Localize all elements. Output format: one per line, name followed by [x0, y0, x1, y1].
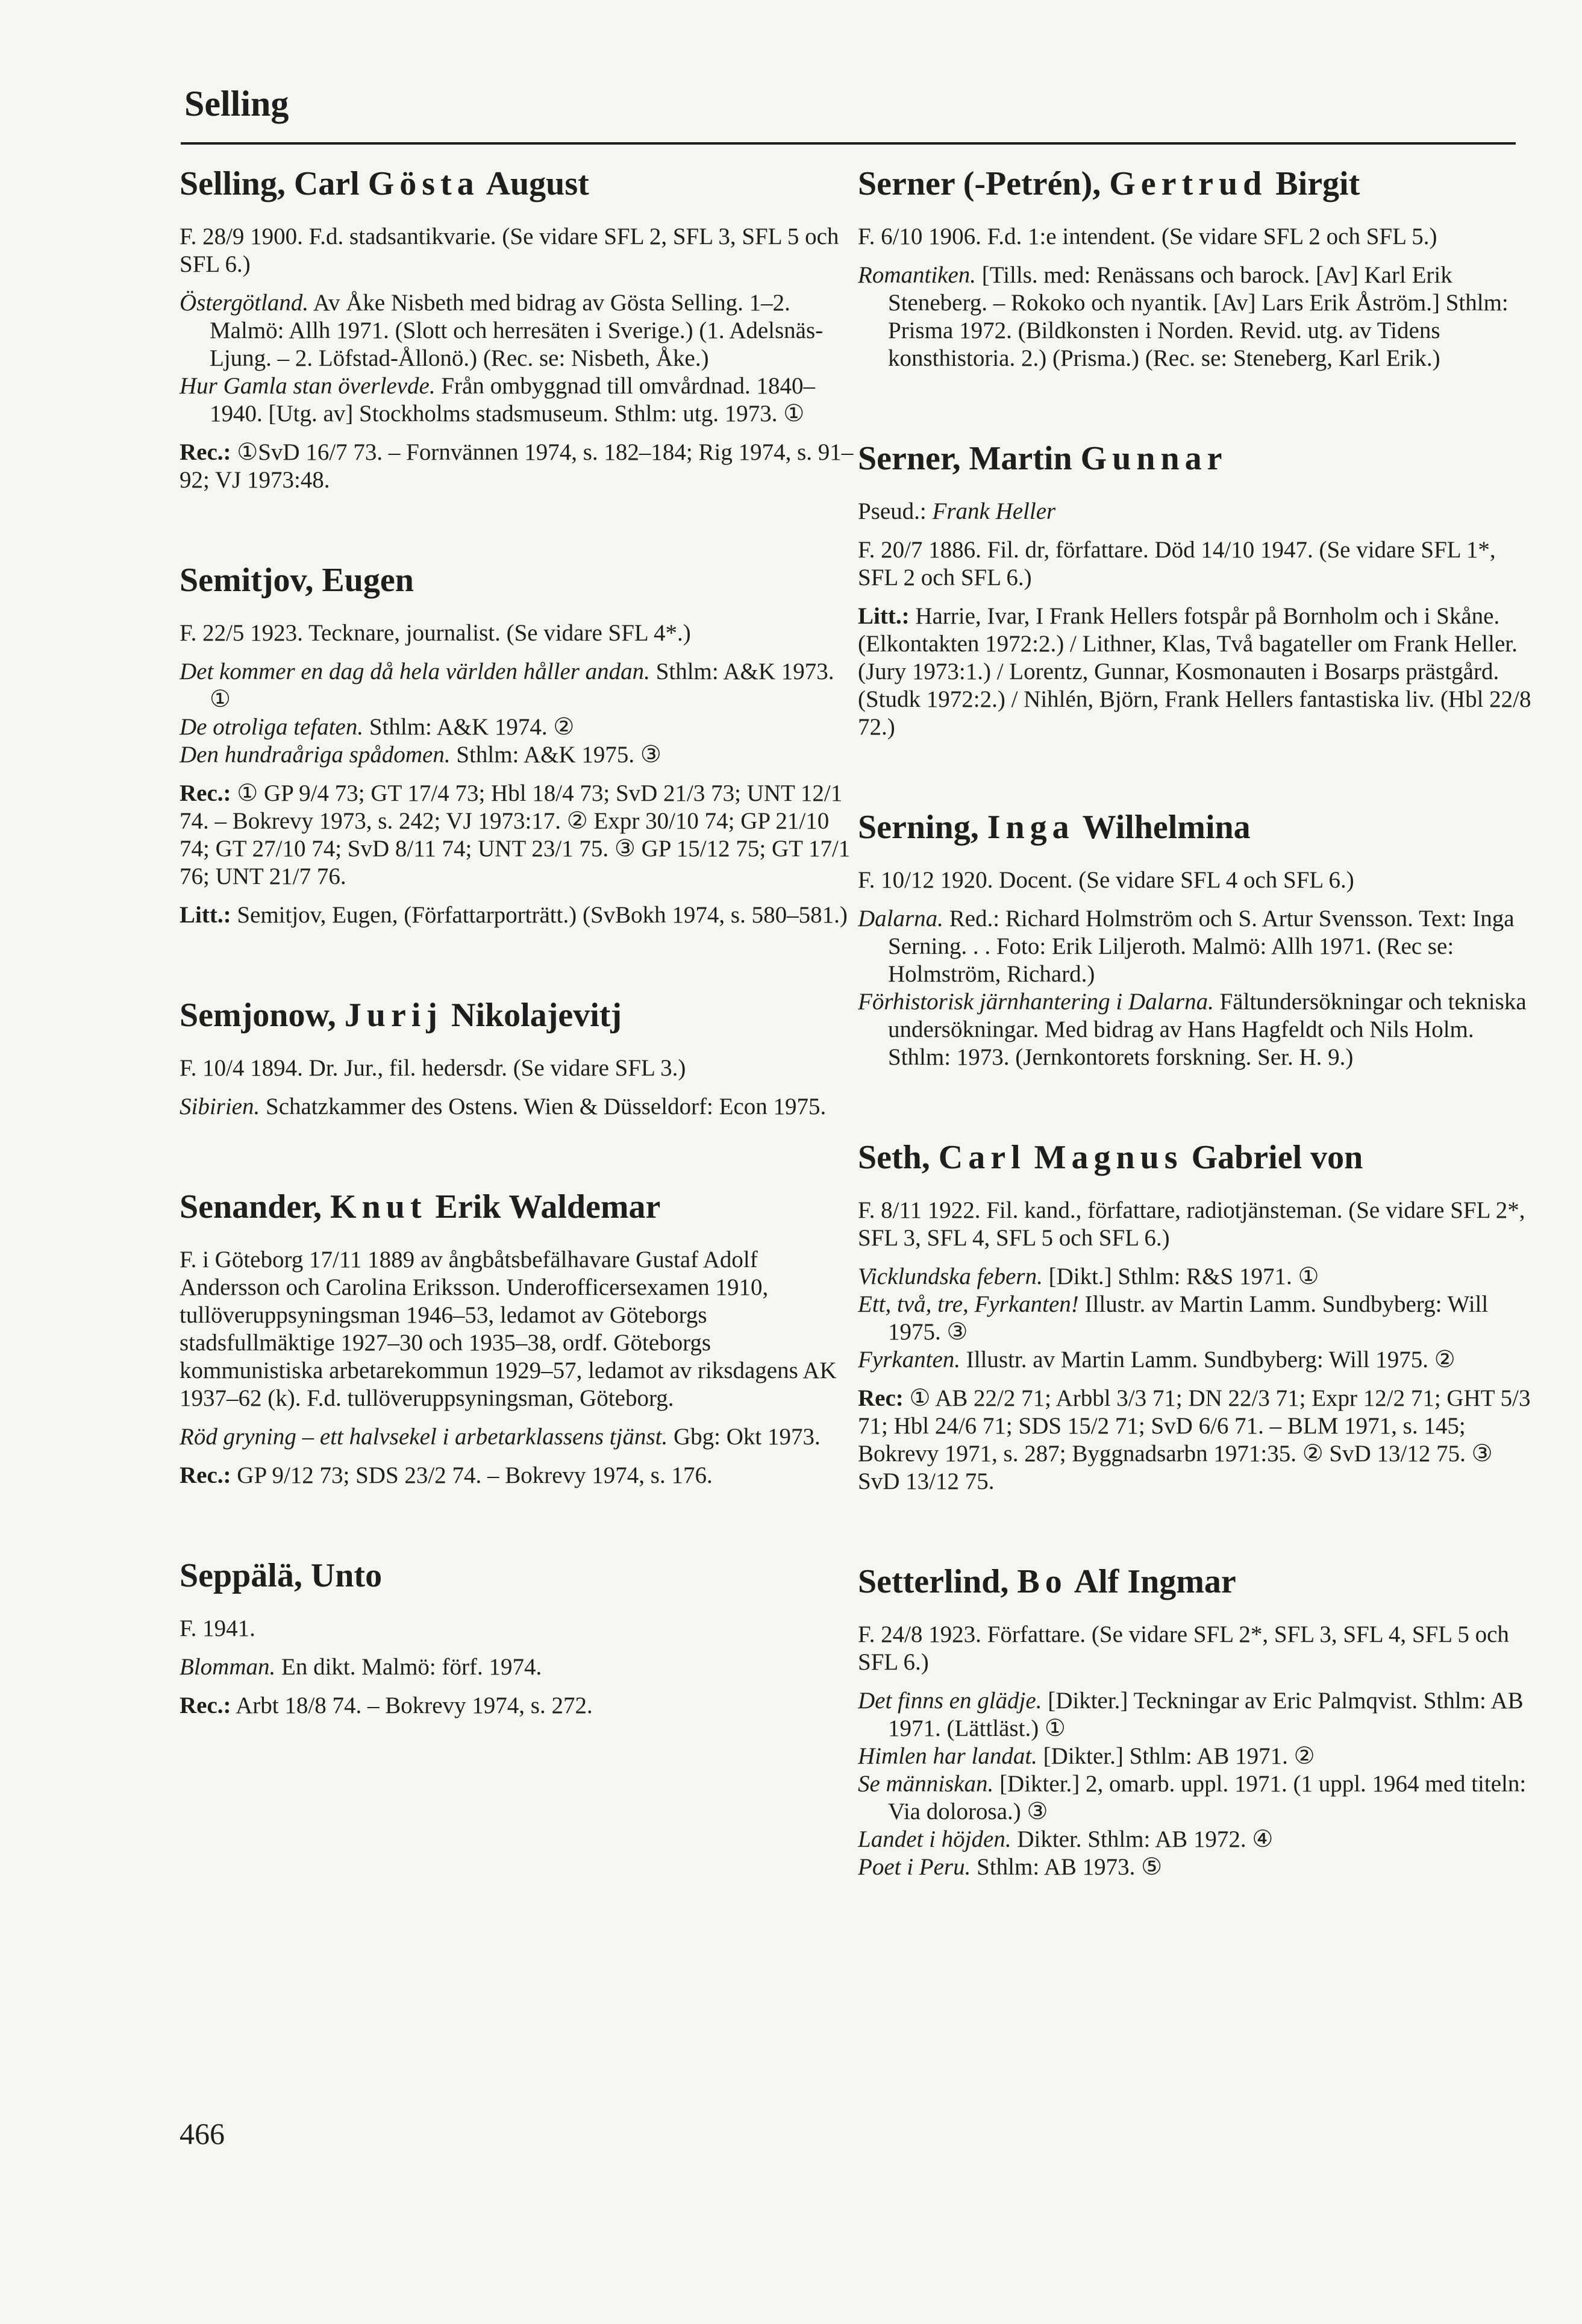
entry-senander: [180, 1186, 854, 1489]
work-item: Den hundraåriga spådomen. Sthlm: A&K 1975. ③: [180, 742, 661, 768]
entry-heading: Serner, Martin Gunnar: [858, 440, 1228, 477]
reviews: Rec.: ①SvD 16/7 73. – Fornvännen 1974, s. 182–184; Rig 1974, s. 91–92; VJ 1973:48.: [180, 439, 854, 493]
work-item: Vicklundska febern. [Dikt.] Sthlm: R&S 1971. ①: [858, 1264, 1319, 1289]
entry-heading: Setterlind, Bo Alf Ingmar: [858, 1563, 1236, 1600]
entry-bio: F. i Göteborg 17/11 1889 av ångbåtsbefälhavare Gustaf Adolf Andersson och Carolina Eriksson. Underofficersexamen 1910, tullöveruppsyningsman 1946–53, ledamot av Göteborgs stadsfullmäktige 1927–30 och 1935–38, ordf. Göteborgs kommunistiska arbetarekommun 1929–57, ledamot av riksdagens AK 1937–62 (k). F.d. tullöveruppsyningsman, Göteborg.: [180, 1247, 837, 1411]
works-list: [180, 1093, 854, 1121]
entry-seth: [858, 1136, 1533, 1496]
entry-heading: Seth, Carl Magnus Gabriel von: [858, 1139, 1363, 1176]
works-list: [858, 905, 1533, 1071]
entry-heading: Semitjov, Eugen: [180, 562, 414, 599]
reviews: Rec: ① AB 22/2 71; Arbbl 3/3 71; DN 22/3 71; Expr 12/2 71; GHT 5/3 71; Hbl 24/6 71; SDS 15/2 71; SvD 6/6 71. – BLM 1971, s. 145; Bokrevy 1971, s. 287; Byggnadsarbn 1971:35. ② SvD 13/12 75. ③ SvD 13/12 75.: [858, 1385, 1531, 1494]
entry-heading: Semjonow, Jurij Nikolajevitj: [180, 997, 622, 1034]
work-item: Fyrkanten. Illustr. av Martin Lamm. Sundbyberg: Will 1975. ②: [858, 1347, 1455, 1373]
entry-bio: F. 20/7 1886. Fil. dr, författare. Död 14/10 1947. (Se vidare SFL 1*, SFL 2 och SFL 6.): [858, 537, 1496, 590]
pseudonym: Pseud.: Frank Heller: [858, 498, 1056, 524]
work-item: Himlen har landat. [Dikter.] Sthlm: AB 1971. ②: [858, 1743, 1315, 1769]
works-list: [180, 289, 854, 428]
entry-serning: [858, 806, 1533, 1071]
left-column: [180, 163, 854, 1785]
work-item: Röd gryning – ett halvsekel i arbetarklassens tjänst. Gbg: Okt 1973.: [180, 1424, 821, 1450]
work-item: Romantiken. [Tills. med: Renässans och barock. [Av] Karl Erik Steneberg. – Rokoko och nyantik. [Av] Lars Erik Åström.] Sthlm: Prisma 1972. (Bildkonsten i Norden. Revid. utg. av Tidens konsthistoria. 2.) (Prisma.) (Rec. se: Steneberg, Karl Erik.): [858, 262, 1509, 371]
works-list: [858, 1687, 1533, 1881]
page-number: 466: [180, 2117, 225, 2150]
right-column: [858, 163, 1533, 1946]
literature: Litt.: Semitjov, Eugen, (Författarporträtt.) (SvBokh 1974, s. 580–581.): [180, 902, 848, 928]
reviews: Rec.: Arbt 18/8 74. – Bokrevy 1974, s. 272.: [180, 1693, 593, 1718]
entry-heading: Serning, Inga Wilhelmina: [858, 809, 1251, 846]
entry-bio: F. 1941.: [180, 1615, 255, 1641]
entry-seppala: [180, 1555, 854, 1720]
work-item: Det kommer en dag då hela världen håller andan. Sthlm: A&K 1973. ①: [180, 659, 834, 712]
work-item: Blomman. En dikt. Malmö: förf. 1974.: [180, 1654, 542, 1680]
entry-semitjov: [180, 559, 854, 929]
entry-heading: Selling, Carl Gösta August: [180, 165, 589, 202]
work-item: Hur Gamla stan överlevde. Från ombyggnad till omvårdnad. 1840–1940. [Utg. av] Stockholms stadsmuseum. Sthlm: utg. 1973. ①: [180, 373, 816, 427]
entry-bio: F. 24/8 1923. Författare. (Se vidare SFL 2*, SFL 3, SFL 4, SFL 5 och SFL 6.): [858, 1621, 1509, 1675]
work-item: Landet i höjden. Dikter. Sthlm: AB 1972. ④: [858, 1826, 1274, 1852]
works-list: [180, 1423, 854, 1451]
work-item: De otroliga tefaten. Sthlm: A&K 1974. ②: [180, 714, 575, 740]
work-item: Östergötland. Av Åke Nisbeth med bidrag av Gösta Selling. 1–2. Malmö: Allh 1971. (Slott och herresäten i Sverige.) (1. Adelsnäs-Ljung. – 2. Löfstad-Ållonö.) (Rec. se: Nisbeth, Åke.): [180, 290, 824, 371]
work-item: Förhistorisk järnhantering i Dalarna. Fältundersökningar och tekniska undersökningar. Med bidrag av Hans Hagfeldt och Nils Holm. Sthlm: 1973. (Jernkontorets forskning. Ser. H. 9.): [858, 989, 1527, 1070]
entry-selling: [180, 163, 854, 494]
entry-bio: F. 22/5 1923. Tecknare, journalist. (Se vidare SFL 4*.): [180, 620, 691, 646]
reviews: Rec.: ① GP 9/4 73; GT 17/4 73; Hbl 18/4 73; SvD 21/3 73; UNT 12/1 74. – Bokrevy 1973, s. 242; VJ 1973:17. ② Expr 30/10 74; GP 21/10 74; GT 27/10 74; SvD 8/11 74; UNT 23/1 75. ③ GP 15/12 75; GT 17/1 76; UNT 21/7 76.: [180, 780, 851, 889]
entry-bio: F. 10/12 1920. Docent. (Se vidare SFL 4 och SFL 6.): [858, 867, 1354, 893]
header-rule: [181, 142, 1516, 145]
work-item: Se människan. [Dikter.] 2, omarb. uppl. 1971. (1 uppl. 1964 med titeln: Via dolorosa.) ③: [858, 1771, 1527, 1824]
entry-semjonow: [180, 994, 854, 1121]
work-item: Dalarna. Red.: Richard Holmström och S. Artur Svensson. Text: Inga Serning. . . Foto: Erik Liljeroth. Malmö: Allh 1971. (Rec se: Holmström, Richard.): [858, 906, 1515, 987]
entry-heading: Seppälä, Unto: [180, 1557, 383, 1594]
running-head: Selling: [184, 84, 289, 124]
entry-serner-gunnar: [858, 437, 1533, 741]
literature: Litt.: Harrie, Ivar, I Frank Hellers fotspår på Bornholm och i Skåne. (Elkontakten 1972:2.) / Lithner, Klas, Två bagateller om Frank Heller. (Jury 1973:1.) / Lorentz, Gunnar, Kosmonauten i Bosarps prästgård. (Studk 1972:2.) / Nihlén, Björn, Frank Hellers fantastiska liv. (Hbl 22/8 72.): [858, 603, 1531, 740]
entry-serner-gertrud: [858, 163, 1533, 372]
works-list: [180, 658, 854, 769]
entry-heading: Senander, Knut Erik Waldemar: [180, 1188, 661, 1226]
work-item: Ett, två, tre, Fyrkanten! Illustr. av Martin Lamm. Sundbyberg: Will 1975. ③: [858, 1291, 1489, 1345]
entry-setterlind: [858, 1561, 1533, 1881]
works-list: [858, 262, 1533, 372]
reviews: Rec.: GP 9/12 73; SDS 23/2 74. – Bokrevy 1974, s. 176.: [180, 1462, 713, 1488]
work-item: Poet i Peru. Sthlm: AB 1973. ⑤: [858, 1854, 1163, 1880]
entry-bio: F. 10/4 1894. Dr. Jur., fil. hedersdr. (Se vidare SFL 3.): [180, 1055, 686, 1081]
work-item: Det finns en glädje. [Dikter.] Teckningar av Eric Palmqvist. Sthlm: AB 1971. (Lättläst.) ①: [858, 1688, 1524, 1741]
entry-bio: F. 6/10 1906. F.d. 1:e intendent. (Se vidare SFL 2 och SFL 5.): [858, 224, 1437, 249]
works-list: [180, 1653, 854, 1681]
entry-bio: F. 28/9 1900. F.d. stadsantikvarie. (Se vidare SFL 2, SFL 3, SFL 5 och SFL 6.): [180, 224, 839, 277]
works-list: [858, 1263, 1533, 1374]
entry-bio: F. 8/11 1922. Fil. kand., författare, radiotjänsteman. (Se vidare SFL 2*, SFL 3, SFL 4, SFL 5 och SFL 6.): [858, 1197, 1525, 1251]
work-item: Sibirien. Schatzkammer des Ostens. Wien & Düsseldorf: Econ 1975.: [180, 1094, 827, 1120]
entry-heading: Serner (-Petrén), Gertrud Birgit: [858, 165, 1360, 202]
